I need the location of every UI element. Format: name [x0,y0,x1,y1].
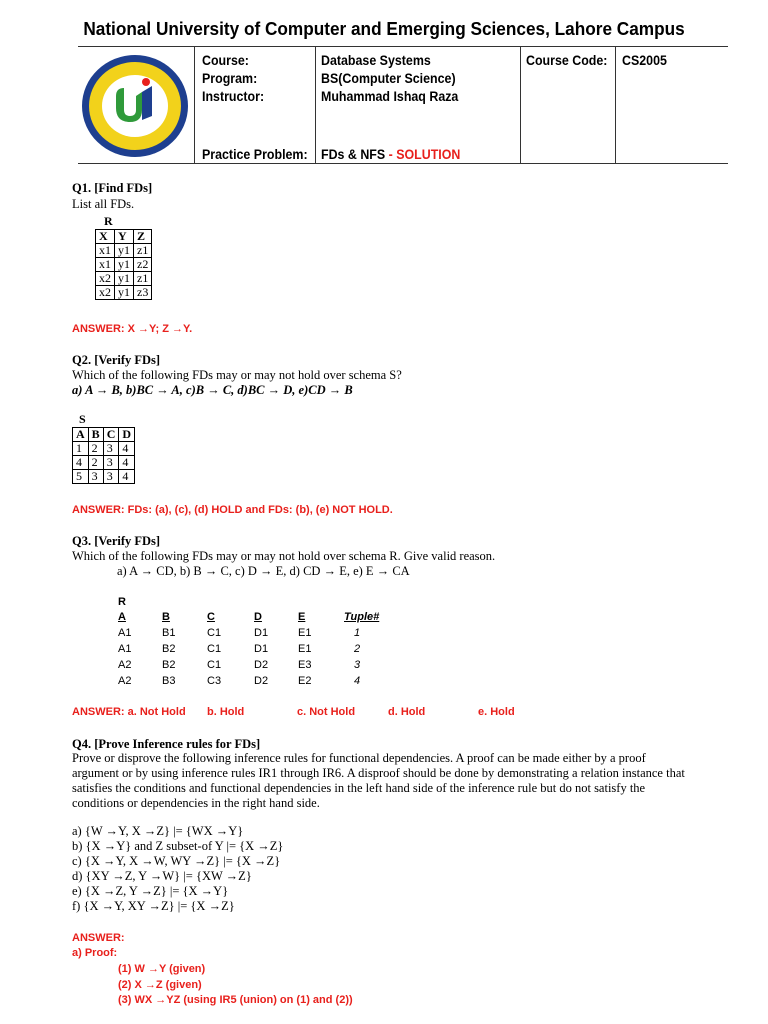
proof-step: (3) WX →YZ (using IR5 (union) on (1) and (2)) [118,994,353,1006]
course-header [78,46,728,164]
table-cell: 1 [73,442,89,456]
table-cell: z2 [134,258,152,272]
table-cell: 4 [119,470,135,484]
q1-relation-name: R [104,214,113,228]
column-header: Tuple# [344,611,380,623]
q2-answer: ANSWER: FDs: (a), (c), (d) HOLD and FDs: (b), (e) NOT HOLD. [72,504,393,516]
instructor-label: Instructor: [202,89,265,104]
table-cell: 4 [119,456,135,470]
table-row [96,286,152,300]
q4-answer-label: ANSWER: [72,932,125,944]
column-header: D [254,611,262,623]
table-cell: x1 [96,244,115,258]
q4-paragraph [72,751,702,811]
university-title: National University of Computer and Emerging Sciences, Lahore Campus [83,18,685,39]
q3-relation-name: R [118,596,126,608]
table-cell: B3 [162,675,176,687]
table-cell: A1 [118,643,132,655]
university-logo-icon [80,52,190,160]
table-cell: x1 [96,258,115,272]
rule-item: b) {X →Y} and Z subset-of Y |= {X →Z} [72,839,284,853]
table-cell: B1 [162,627,176,639]
table-cell: E1 [298,627,312,639]
table-cell: 1 [354,627,361,639]
table-cell: 2 [88,456,103,470]
paragraph-line: conditions or dependencies in the right hand side. [72,796,320,810]
table-cell: D1 [254,643,269,655]
paragraph-line: satisfies the conditions and functional dependencies in the left hand side of the inference rule but do not satisfy the [72,781,646,795]
practice-value: FDs & NFS - SOLUTION [321,147,461,162]
table-cell: x2 [96,286,115,300]
program-value: BS(Computer Science) [321,71,456,86]
column-header: C [103,428,119,442]
course-code-value: CS2005 [622,53,667,68]
column-header: Y [115,230,134,244]
rule-item: f) {X →Y, XY →Z} |= {X →Z} [72,899,235,913]
column-header: B [88,428,103,442]
rule-item: d) {XY →Z, Y →W} |= {XW →Z} [72,869,252,883]
table-cell: y1 [115,258,134,272]
q3-title: Q3. [Verify FDs] [72,534,161,548]
column-header: Z [134,230,152,244]
table-row [96,258,152,272]
proof-step: (1) W →Y (given) [118,963,206,975]
q2-title: Q2. [Verify FDs] [72,353,161,367]
course-label: Course: [202,53,249,68]
q3-answer-item: d. Hold [388,706,426,718]
table-cell: 4 [73,456,89,470]
q3-text: Which of the following FDs may or may not hold over schema R. Give valid reason. [72,549,496,563]
proof-step: (2) X →Z (given) [118,978,202,991]
q4-title: Q4. [Prove Inference rules for FDs] [72,737,261,751]
solution-label: SOLUTION [396,147,461,162]
table-cell: A1 [118,627,132,639]
instructor-value: Muhammad Ishaq Raza [321,89,459,104]
table-cell: C1 [207,627,222,639]
table-cell: y1 [115,272,134,286]
q3-answer-item: b. Hold [207,706,245,718]
course-code-label: Course Code: [526,53,608,68]
column-header: A [118,611,126,623]
table-cell: 3 [103,470,119,484]
table-cell: E1 [298,643,312,655]
q1-text: List all FDs. [72,197,135,211]
table-cell: 4 [119,442,135,456]
table-row [73,456,135,470]
table-cell: 3 [103,456,119,470]
table-cell: C3 [207,675,222,687]
table-cell: E2 [298,675,312,687]
column-header: X [96,230,115,244]
table-cell: z1 [134,244,152,258]
table-cell: B2 [162,643,176,655]
table-row [96,244,152,258]
q1-title: Q1. [Find FDs] [72,181,153,195]
column-header: A [73,428,89,442]
table-header-row [73,428,135,442]
q1-answer: ANSWER: X →Y; Z →Y. [72,323,193,335]
q1-relation-table [95,229,152,300]
table-cell: 4 [354,675,361,687]
practice-label: Practice Problem: [202,147,308,162]
column-header: C [207,611,215,623]
table-cell: A2 [118,659,132,671]
table-cell: 2 [88,442,103,456]
table-row [96,272,152,286]
table-cell: z1 [134,272,152,286]
table-cell: E3 [298,659,312,671]
table-cell: 2 [354,643,361,655]
q3-options: a) A → CD, b) B → C, c) D → E, d) CD → E, e) E → CA [117,564,410,578]
table-cell: y1 [115,286,134,300]
table-cell: x2 [96,272,115,286]
paragraph-line: argument or by using inference rules IR1 through IR6. A disproof should be done by demonstrating a relation instance that [72,766,685,780]
course-value: Database Systems [321,53,431,68]
table-cell: A2 [118,675,132,687]
q3-answer-item: c. Not Hold [297,706,356,718]
table-cell: 3 [88,470,103,484]
table-cell: 5 [73,470,89,484]
column-header: B [162,611,170,623]
table-header-row [96,230,152,244]
table-row [73,470,135,484]
rule-item: c) {X →Y, X →W, WY →Z} |= {X →Z} [72,854,281,868]
table-cell: D2 [254,659,269,671]
table-cell: D1 [254,627,269,639]
rule-item: e) {X →Z, Y →Z} |= {X →Y} [72,884,229,898]
q2-text: Which of the following FDs may or may not hold over schema S? [72,368,402,382]
q3-answer-item: e. Hold [478,706,515,718]
q2-relation-table [72,427,135,484]
table-cell: y1 [115,244,134,258]
table-cell: D2 [254,675,269,687]
column-header: E [298,611,306,623]
table-cell: C1 [207,643,222,655]
program-label: Program: [202,71,258,86]
paragraph-line: Prove or disprove the following inference rules for functional dependencies. A proof can be made either by a proof [72,751,646,765]
q4-proof-label: a) Proof: [72,947,118,959]
table-cell: z3 [134,286,152,300]
table-cell: 3 [354,659,361,671]
table-cell: C1 [207,659,222,671]
rule-item: a) {W →Y, X →Z} |= {WX →Y} [72,824,244,838]
column-header: D [119,428,135,442]
table-row [73,442,135,456]
table-cell: B2 [162,659,176,671]
q3-answer-item: ANSWER: a. Not Hold [72,706,186,718]
q2-options: a) A → B, b)BC → A, c)B → C, d)BC → D, e)CD → B [72,383,353,397]
table-cell: 3 [103,442,119,456]
q2-relation-name: S [79,412,86,426]
